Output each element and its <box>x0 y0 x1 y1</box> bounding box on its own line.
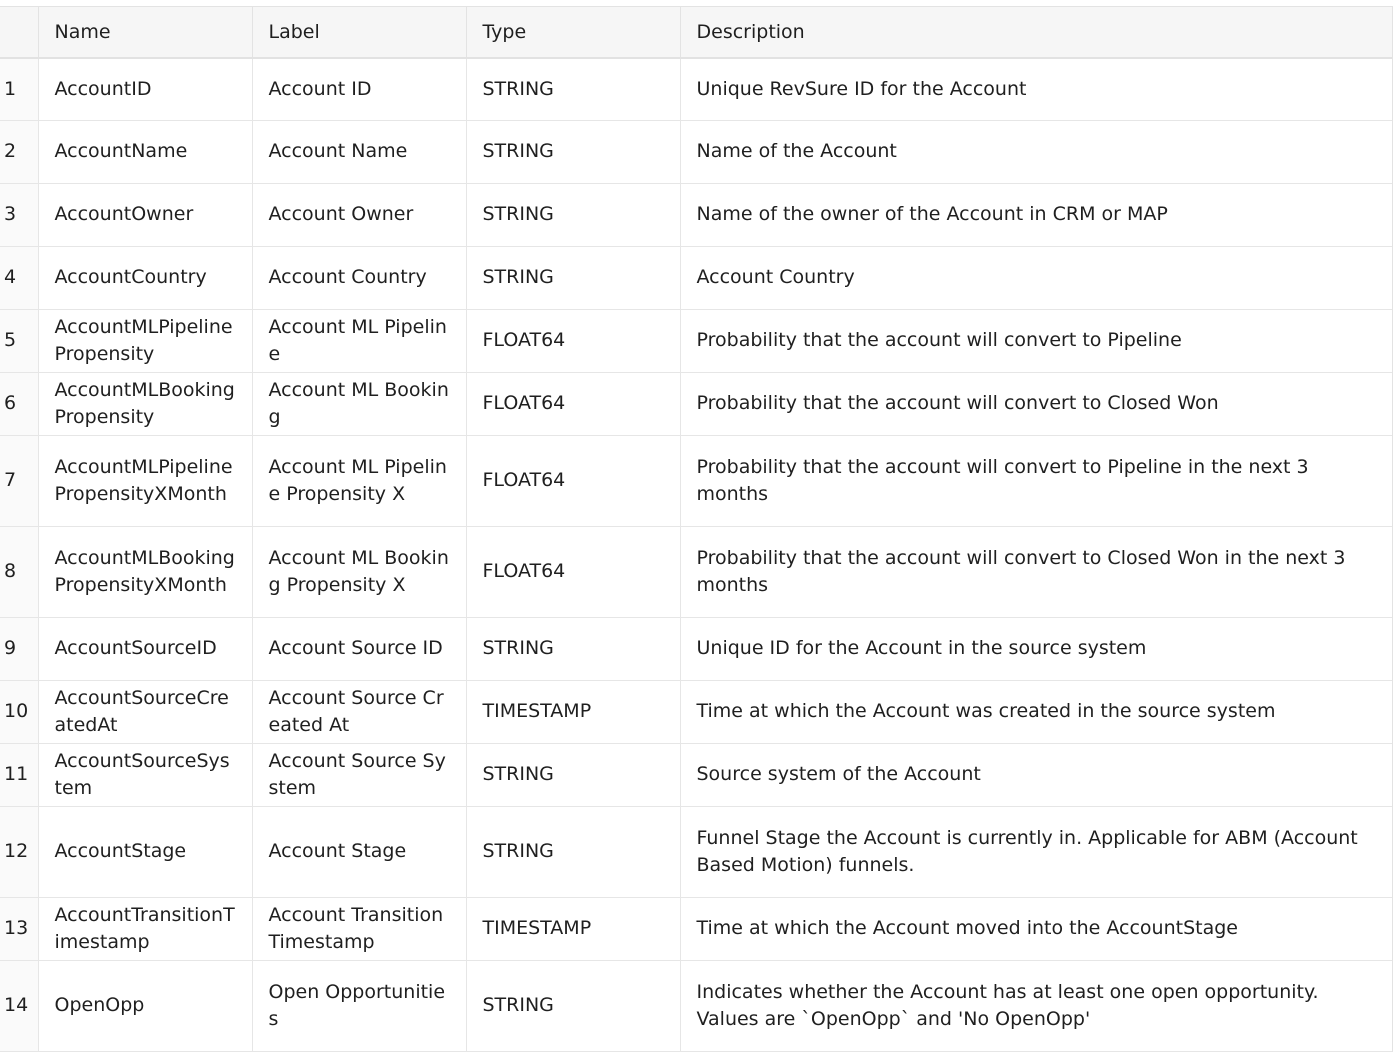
cell-label[interactable]: Account Source System <box>252 743 466 806</box>
cell-type[interactable]: TIMESTAMP <box>466 897 680 960</box>
row-index: 11 <box>0 743 38 806</box>
cell-description[interactable]: Time at which the Account was created in the source system <box>680 680 1392 743</box>
cell-type[interactable]: FLOAT64 <box>466 526 680 617</box>
cell-name[interactable]: AccountMLPipelinePropensity <box>38 309 252 372</box>
cell-description[interactable]: Probability that the account will convert to Pipeline in the next 3 months <box>680 435 1392 526</box>
header-label[interactable]: Label <box>252 7 466 58</box>
row-index: 5 <box>0 309 38 372</box>
cell-name[interactable]: AccountOwner <box>38 183 252 246</box>
cell-description[interactable]: Source system of the Account <box>680 743 1392 806</box>
cell-name[interactable]: AccountName <box>38 120 252 183</box>
row-index: 13 <box>0 897 38 960</box>
row-index: 7 <box>0 435 38 526</box>
cell-label[interactable]: Account ID <box>252 58 466 120</box>
cell-description[interactable]: Name of the owner of the Account in CRM or MAP <box>680 183 1392 246</box>
cell-name[interactable]: AccountMLBookingPropensity <box>38 372 252 435</box>
cell-label[interactable]: Account Owner <box>252 183 466 246</box>
cell-name[interactable]: AccountSourceID <box>38 617 252 680</box>
cell-description[interactable]: Time at which the Account moved into the AccountStage <box>680 897 1392 960</box>
table-row[interactable] <box>0 743 1392 806</box>
table-row[interactable] <box>0 680 1392 743</box>
cell-description[interactable]: Name of the Account <box>680 120 1392 183</box>
cell-type[interactable]: FLOAT64 <box>466 435 680 526</box>
table-row[interactable] <box>0 309 1392 372</box>
cell-label[interactable]: Account Transition Timestamp <box>252 897 466 960</box>
cell-type[interactable]: STRING <box>466 806 680 897</box>
cell-label[interactable]: Account Source Created At <box>252 680 466 743</box>
header-name[interactable]: Name <box>38 7 252 58</box>
cell-label[interactable]: Account ML Pipeline Propensity X <box>252 435 466 526</box>
table-header-row <box>0 7 1392 58</box>
table-row[interactable] <box>0 120 1392 183</box>
cell-name[interactable]: AccountMLPipelinePropensityXMonth <box>38 435 252 526</box>
cell-description[interactable]: Unique RevSure ID for the Account <box>680 58 1392 120</box>
cell-label[interactable]: Account Name <box>252 120 466 183</box>
row-index: 8 <box>0 526 38 617</box>
table-row[interactable] <box>0 435 1392 526</box>
cell-description[interactable]: Probability that the account will convert to Closed Won <box>680 372 1392 435</box>
cell-description[interactable]: Account Country <box>680 246 1392 309</box>
table-row[interactable] <box>0 526 1392 617</box>
table-row[interactable] <box>0 58 1392 120</box>
cell-type[interactable]: STRING <box>466 617 680 680</box>
table-row[interactable] <box>0 960 1392 1051</box>
cell-name[interactable]: AccountMLBookingPropensityXMonth <box>38 526 252 617</box>
header-description[interactable]: Description <box>680 7 1392 58</box>
cell-name[interactable]: OpenOpp <box>38 960 252 1051</box>
cell-name[interactable]: AccountStage <box>38 806 252 897</box>
cell-type[interactable]: STRING <box>466 58 680 120</box>
schema-table-container <box>0 6 1393 1052</box>
cell-description[interactable]: Funnel Stage the Account is currently in. Applicable for ABM (Account Based Motion) funnels. <box>680 806 1392 897</box>
cell-name[interactable]: AccountCountry <box>38 246 252 309</box>
row-index: 10 <box>0 680 38 743</box>
cell-name[interactable]: AccountID <box>38 58 252 120</box>
cell-type[interactable]: STRING <box>466 960 680 1051</box>
row-index: 1 <box>0 58 38 120</box>
cell-description[interactable]: Unique ID for the Account in the source system <box>680 617 1392 680</box>
header-index <box>0 7 38 58</box>
table-row[interactable] <box>0 246 1392 309</box>
table-row[interactable] <box>0 183 1392 246</box>
cell-label[interactable]: Account ML Pipeline <box>252 309 466 372</box>
row-index: 3 <box>0 183 38 246</box>
cell-type[interactable]: FLOAT64 <box>466 309 680 372</box>
table-row[interactable] <box>0 806 1392 897</box>
cell-type[interactable]: STRING <box>466 246 680 309</box>
cell-label[interactable]: Open Opportunities <box>252 960 466 1051</box>
cell-label[interactable]: Account ML Booking Propensity X <box>252 526 466 617</box>
cell-label[interactable]: Account Country <box>252 246 466 309</box>
table-row[interactable] <box>0 617 1392 680</box>
cell-type[interactable]: STRING <box>466 743 680 806</box>
cell-type[interactable]: STRING <box>466 120 680 183</box>
header-type[interactable]: Type <box>466 7 680 58</box>
cell-description[interactable]: Probability that the account will convert to Pipeline <box>680 309 1392 372</box>
cell-label[interactable]: Account Stage <box>252 806 466 897</box>
cell-label[interactable]: Account ML Booking <box>252 372 466 435</box>
cell-type[interactable]: TIMESTAMP <box>466 680 680 743</box>
row-index: 9 <box>0 617 38 680</box>
cell-name[interactable]: AccountTransitionTimestamp <box>38 897 252 960</box>
row-index: 4 <box>0 246 38 309</box>
cell-description[interactable]: Probability that the account will convert to Closed Won in the next 3 months <box>680 526 1392 617</box>
table-row[interactable] <box>0 897 1392 960</box>
row-index: 6 <box>0 372 38 435</box>
row-index: 12 <box>0 806 38 897</box>
cell-label[interactable]: Account Source ID <box>252 617 466 680</box>
cell-name[interactable]: AccountSourceSystem <box>38 743 252 806</box>
cell-type[interactable]: FLOAT64 <box>466 372 680 435</box>
schema-table <box>0 7 1392 1052</box>
row-index: 2 <box>0 120 38 183</box>
cell-type[interactable]: STRING <box>466 183 680 246</box>
table-row[interactable] <box>0 372 1392 435</box>
cell-name[interactable]: AccountSourceCreatedAt <box>38 680 252 743</box>
cell-description[interactable]: Indicates whether the Account has at least one open opportunity. Values are `OpenOpp` and 'No OpenOpp' <box>680 960 1392 1051</box>
row-index: 14 <box>0 960 38 1051</box>
